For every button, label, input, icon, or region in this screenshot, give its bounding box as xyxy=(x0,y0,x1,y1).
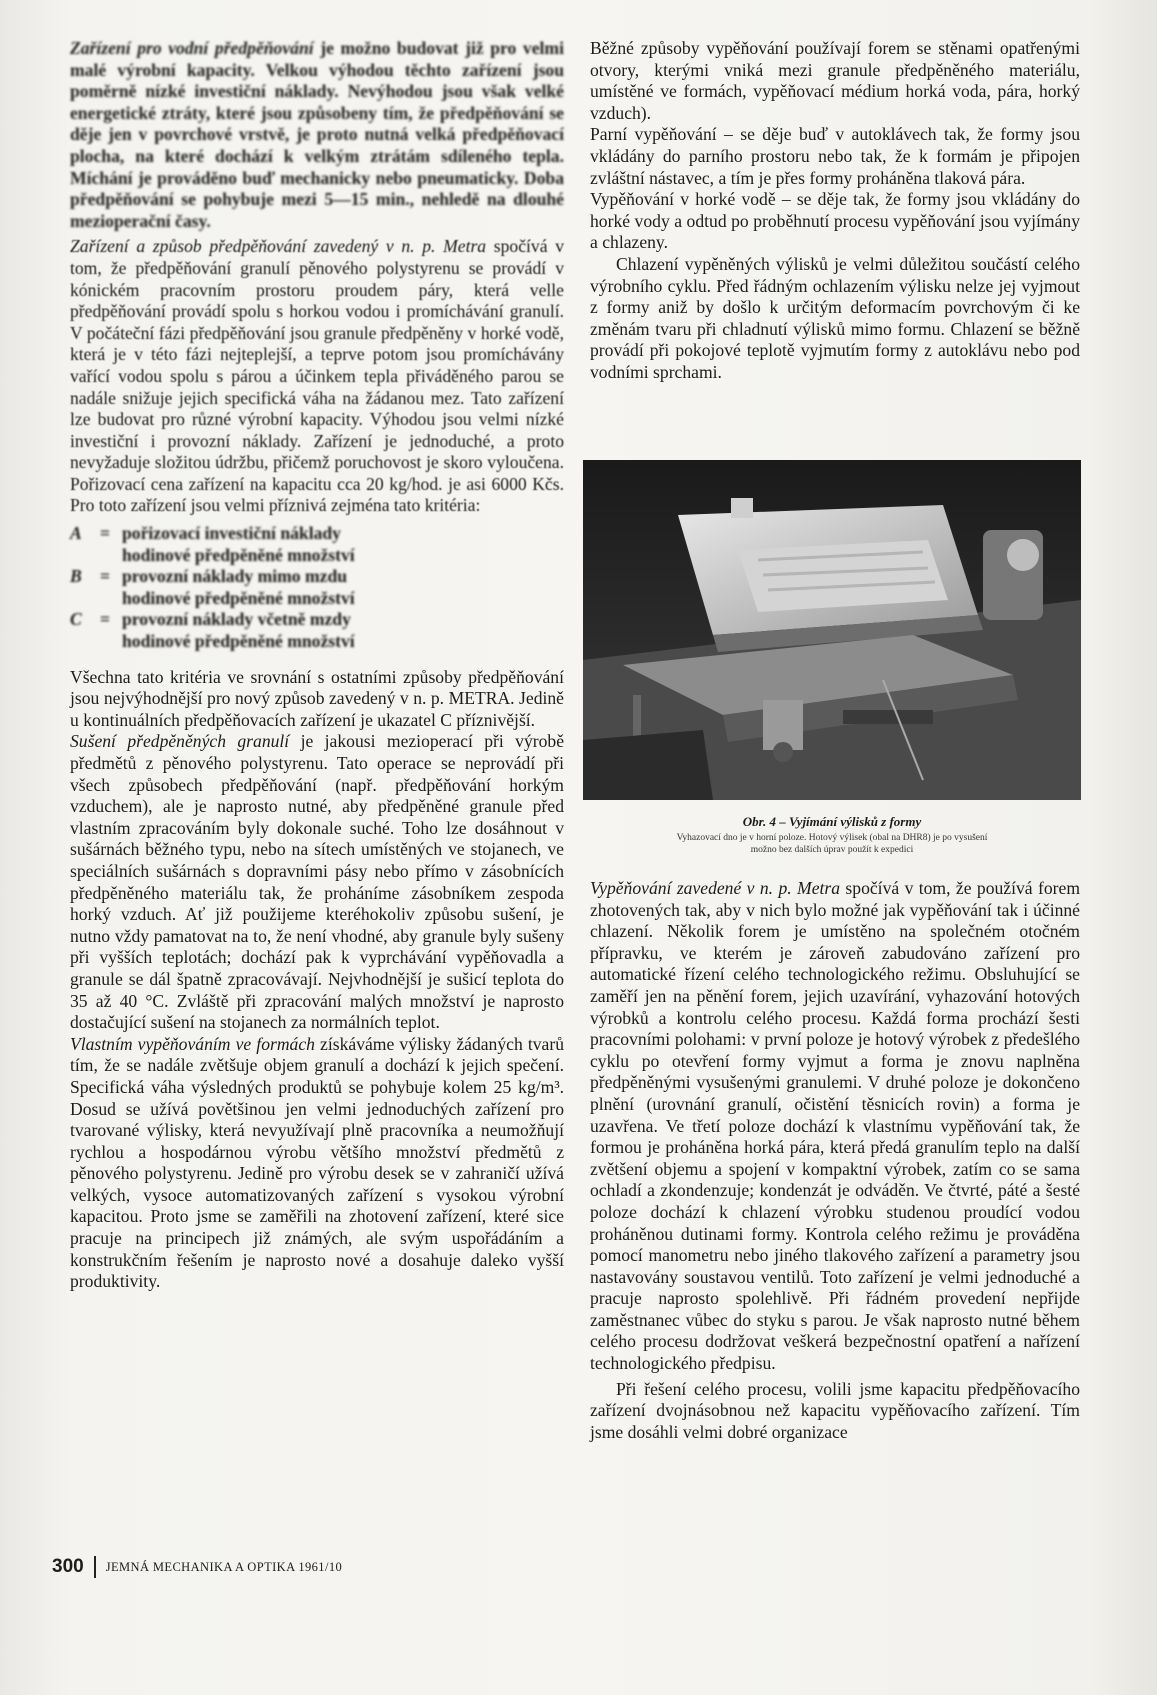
criterion-denominator: hodinové předpěněné množství xyxy=(122,544,355,565)
paragraph-intro: Vypěňování zavedené v n. p. Metra xyxy=(590,878,841,898)
page-footer xyxy=(52,1556,342,1578)
paragraph-steam-foaming: Parní vypěňování – se děje buď v autoklávech tak, že formy jsou vkládány do parního prostoru nebo tak, že k formám je připojen zvláštní nástavec, a tím je přes formy proháněna tlaková pára. xyxy=(590,124,1080,188)
figure-subcaption-line: Vyhazovací dno je v horní poloze. Hotový výlisek (obal na DHR8) je po vysušení xyxy=(676,833,988,843)
journal-title: JEMNÁ MECHANIKA A OPTIKA 1961/10 xyxy=(105,1559,343,1574)
figure-subcaption xyxy=(583,832,1081,856)
paragraph-capacity: Při řešení celého procesu, volili jsme kapacitu předpěňovacího zařízení dvojnásobnou než kapacitu vypěňovacího zařízení. Tím jsme dosáhli velmi dobré organizace xyxy=(590,1378,1080,1442)
paragraph-cooling: Chlazení vypěněných výlisků je velmi důležitou součástí celého výrobního cyklu. Před řádným ochlazením výlisku nelze jej vyjmout z formy aniž by došlo k určitým deformacím povrchovým či ke změnám tvaru při chladnutí výlisků mimo formu. Chlazení se běžně provádí při pokojové teplotě vyjmutím formy z autoklávu nebo pod vodními sprchami. xyxy=(590,253,1080,382)
paragraph-text: je možno budovat již pro velmi malé výrobní kapacity. Velkou výhodou těchto zařízení jsou poměrně nízké investiční náklady. Nevýhodou jsou však velké energetické ztráty, které jsou způsobeny tím, že předpěňování se děje jen v povrchové vrstvě, je proto nutná velká předpěňovací plocha, na které dochází k velkým ztrátám sdíleného tepla. Míchání je prováděno buď mechanicky nebo pneumaticky. Doba předpěňování se pohybuje mezi 5—15 min., nehledě na dlouhé mezioperační časy. xyxy=(70,38,564,231)
paragraph-intro: Zařízení pro vodní předpěňování xyxy=(70,38,314,58)
page-number: 300 xyxy=(52,1556,84,1577)
paragraph-text: spočívá v tom, že předpěňování granulí pěnového polystyrenu se provádí v kónickém pracovním prostoru proudem páry, která velle předpěňování provádí spolu s horkou vodou i promíchávání granulí. V počáteční fázi předpěňování jsou granule předpěněny v horké vodě, která je v této fázi nejteplejší, a teprve potom jsou promíchávány vařící vodou spolu s párou a účinkem tepla přiváděného parou se nadále snižuje jejich specifická váha na žádanou mez. Tato zařízení lze budovat pro různé výrobní kapacity. Výhodou jsou velmi nízké investiční i provozní náklady. Zařízení je jednoduché, a proto nevyžaduje složitou údržbu, přičemž poruchovost je skoro vyloučena. Pořizovací cena zařízení na kapacitu cca 20 kg/hod. je asi 6000 Kčs. Pro toto zařízení jsou velmi příznivá zejména tato kritéria: xyxy=(70,236,564,516)
criterion-key: A xyxy=(70,523,82,544)
paragraph-hot-water-foaming: Vypěňování v horké vodě – se děje tak, že formy jsou vkládány do horké vody a odtud po proběhnutí procesu vypěňování jsou vyjímány a chlazeny. xyxy=(590,189,1080,253)
criterion-numerator: provozní náklady včetně mzdy xyxy=(122,609,351,630)
paragraph-intro: Sušení předpěněných granulí xyxy=(70,731,290,752)
paragraph-mold-foaming xyxy=(70,1034,564,1293)
left-column xyxy=(70,38,564,1293)
photo-illustration xyxy=(583,460,1081,800)
paragraph-drying xyxy=(70,731,564,1033)
criterion-key: B xyxy=(70,566,82,587)
right-column-upper xyxy=(590,38,1080,384)
criterion-numerator: provozní náklady mimo mzdu xyxy=(122,566,348,587)
paragraph-text: získáváme výlisky žádaných tvarů tím, že se nadále zvětšuje objem granulí a dochází k jejich spečení. Specifická váha výsledných produktů se pohybuje kolem 25 kg/m³. Dosud se užívá povětšinou jen velmi jednoduchých zařízení pro tvarované výlisky, která nevyužívají plně pracovníka a neumožňují rychlou a hospodárnou výrobu většího množství předmětů z pěnového polystyrenu. Jedině pro výrobu desek se v zahraničí užívá velkých, vysoce automatizovaných zařízení s vysokou výrobní kapacitou. Proto jsme se zaměřili na zhotovení zařízení, které sice pracuje na principech již známých, ale svým uspořádáním a konstrukčním řešením je naprosto nové a dosahuje daleko vyšší produktivity. xyxy=(70,1033,565,1292)
paragraph-text: je jakousi mezioperací při výrobě předmětů z pěnového polystyrenu. Tato operace se neprovádí při všech způsobech předpěňování (např. předpěňování horkým vzduchem), ale je naprosto nutné, aby předpěněné granule před vlastním zpracováním byly dokonale suché. Toho lze dosáhnout v sušárnách běžného typu, nebo na sítech umístěných ve stojanech, ve speciálních sušárnách s dopravními pásy nebo přímo v zásobnících předpěněného materiálu tak, že proháníme zásobníkem zespoda horký vzduch. Ať již použijeme kteréhokoliv způsobu sušení, je nutno vždy pamatovat na to, že není vhodné, aby granule byly sušeny při vyšších teplotách; dochází pak k vyprchávání vypěňovadla a granule se dál špatně zpracovávají. Nejvhodnější je sušicí teplota do 35 až 40 °C. Zvláště při zpracování malých množství je naprosto dostačující sušení na stojanech za normálních teplot. xyxy=(70,731,565,1033)
criterion-a: A = pořizovací investiční náklady hodinové předpěněné množství xyxy=(70,523,564,566)
criterion-c: C = provozní náklady včetně mzdy hodinové předpěněné množství xyxy=(70,609,564,652)
paragraph-criteria-comparison: Všechna tato kritéria ve srovnání s ostatními způsoby předpěňování jsou nejvýhodnější pro nový způsob zavedený v n. p. METRA. Jedině u kontinuálních předpěňovacích zařízení je ukazatel C příznivější. xyxy=(70,666,564,730)
right-column-lower xyxy=(590,878,1080,1443)
criteria-list xyxy=(70,523,564,653)
paragraph-intro: Vlastním vypěňováním ve formách xyxy=(70,1033,315,1054)
criterion-denominator: hodinové předpěněné množství xyxy=(122,587,355,608)
figure-caption: Obr. 4 – Vyjímání výlisků z formy xyxy=(742,814,922,829)
criterion-key: C xyxy=(70,609,82,630)
paragraph-common-methods: Běžné způsoby vypěňování používají forem se stěnami opatřenými otvory, kterými vniká mezi granule předpěněného materiálu, umístěné ve formách, vypěňovací médium horká voda, pára, horký vzduch). xyxy=(590,38,1080,123)
paragraph-text: spočívá v tom, že používá forem zhotovených tak, aby v nich bylo možné jak vypěňování tak i účinné chlazení. Několik forem je umístěno na společném otočném přípravku, ve kterém je zároveň zabudováno zařízení pro automatické řízení celého technologického režimu. Obsluhující se zaměří jen na pěnění forem, jejich uzavírání, vyhazování hotových výrobků a kontrolu celého procesu. Každá forma prochází šesti pracovními polohami: v první poloze je hotový výrobek z předešlého cyklu po otevření formy vyjmut a forma je znovu naplněna předpěněnými vysušenými granulemi. V druhé poloze je dokončeno plnění (urovnání granulí, očistění těsnicích rovin) a forma je uzavřena. Ve třetí poloze dochází k vlastnímu vypěňování tak, že formou je proháněna horká pára, která předá granulím teplo na další zvětšení objemu a spojení v kompaktní výrobek, zatím co se sama ochladí a zkondenzuje; kondenzát je odváděn. Ve čtvrté, páté a šesté poloze dochází k chlazení výrobku studenou proudící vodou proháněnou dutinami formy. Kontrola celého režimu je prováděna pomocí manometru nebo jiného tlakového zařízení a parametry jsou nastavovány soustavou ventilů. Toto zařízení je velmi jednoduché a pracuje naprosto spolehlivě. Při řádném provedení nepřijde zaměstnanec vůbec do styku s parou. Je však naprosto nutné během celého procesu dodržovat veškerá bezpečnostní opatření a nařízení technologického předpisu. xyxy=(590,878,1080,1374)
criterion-numerator: pořizovací investiční náklady xyxy=(122,523,341,544)
paragraph-intro: Zařízení a způsob předpěňování zavedený v n. p. Metra xyxy=(70,236,487,257)
figure-subcaption-line: možno bez dalších úprav použít k expedici xyxy=(750,845,914,855)
footer-divider xyxy=(94,1556,96,1578)
paragraph-water-prefoaming xyxy=(70,38,564,232)
paragraph-metra-prefoaming xyxy=(70,236,564,517)
criterion-denominator: hodinové předpěněné množství xyxy=(122,631,355,652)
criterion-b: B = provozní náklady mimo mzdu hodinové předpěněné množství xyxy=(70,566,564,609)
figure-photo-mold xyxy=(583,460,1081,800)
paragraph-metra-mold-foaming xyxy=(590,878,1080,1375)
